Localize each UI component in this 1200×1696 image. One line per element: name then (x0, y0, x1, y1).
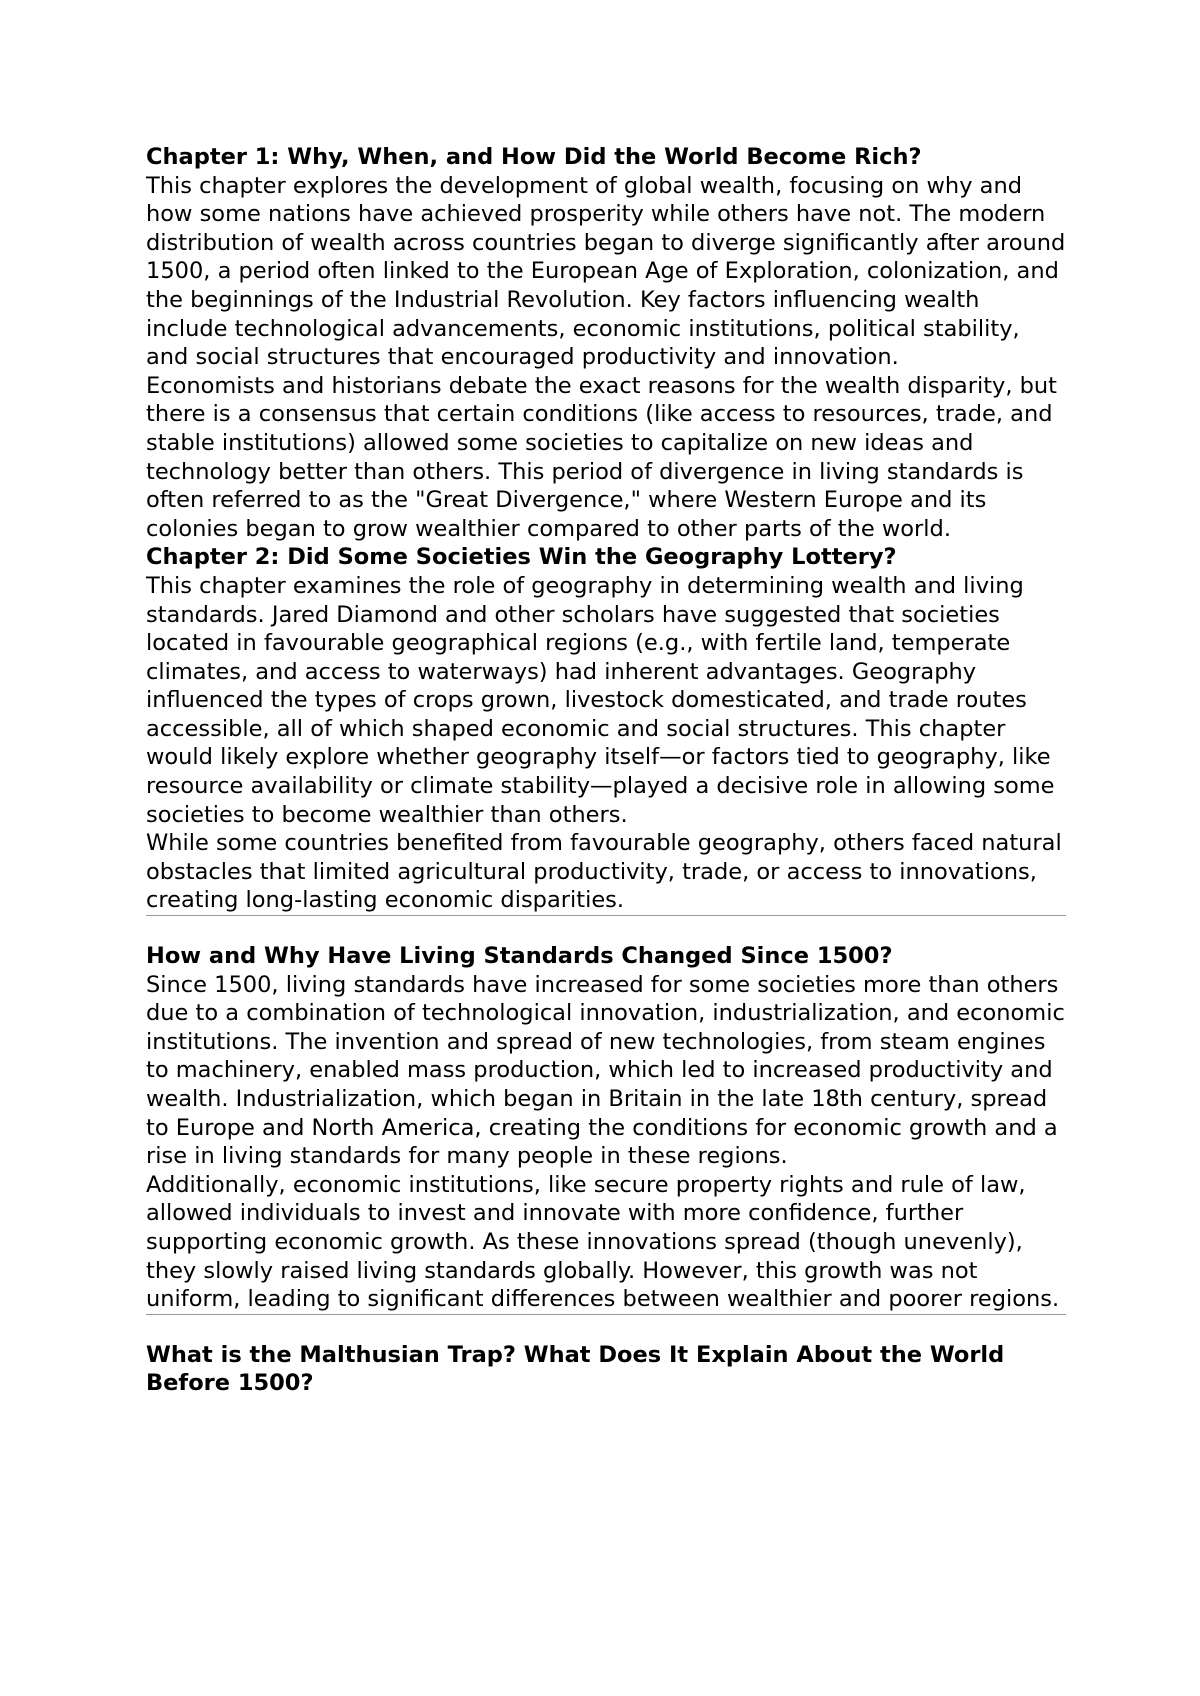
living-standards-paragraph-1: Since 1500, living standards have increased for some societies more than others due to a combination of technological innovation, industrialization, and economic institutions. The invention and spread of new technologies, from steam engines to machinery, enabled mass production, which led to increased productivity and wealth. Industrialization, which began in Britain in the late 18th century, spread to Europe and North America, creating the conditions for economic growth and a rise in living standards for many people in these regions. (146, 971, 1065, 1170)
chapter-2-paragraph-2: While some countries benefited from favourable geography, others faced natural obstacles that limited agricultural productivity, trade, or access to innovations, creating long-lasting economic disparities. (146, 830, 1062, 914)
chapter-1-paragraph-1: This chapter explores the development of global wealth, focusing on why and how some nations have achieved prosperity while others have not. The modern distribution of wealth across countries began to diverge significantly after around 1500, a period often linked to the European Age of Exploration, colonization, and the beginnings of the Industrial Revolution. Key factors influencing wealth include technological advancements, economic institutions, political stability, and social structures that encouraged productivity and innovation. (146, 172, 1066, 371)
chapter-1-paragraph-2: Economists and historians debate the exact reasons for the wealth disparity, but there is a consensus that certain conditions (like access to resources, trade, and stable institutions) allowed some societies to capitalize on new ideas and technology better than others. This period of divergence in living standards is often referred to as the "Great Divergence," where Western Europe and its colonies began to grow wealthier compared to other parts of the world. (146, 372, 1058, 542)
section-divider (146, 1314, 1066, 1315)
chapter-2-paragraph-1: This chapter examines the role of geography in determining wealth and living standards. Jared Diamond and other scholars have suggested that societies located in favourable geographical regions (e.g., with fertile land, temperate climates, and access to waterways) had inherent advantages. Geography influenced the types of crops grown, livestock domesticated, and trade routes accessible, all of which shaped economic and social structures. This chapter would likely explore whether geography itself—or factors tied to geography, like resource availability or climate stability—played a decisive role in allowing some societies to become wealthier than others. (146, 572, 1055, 828)
document-page (146, 143, 1066, 1398)
section-divider (146, 915, 1066, 916)
living-standards-heading: How and Why Have Living Standards Changed Since 1500? (146, 943, 893, 970)
malthusian-trap-heading: What is the Malthusian Trap? What Does It Explain About the World Before 1500? (146, 1341, 1005, 1397)
chapter-2-heading: Chapter 2: Did Some Societies Win the Geography Lottery? (146, 544, 897, 571)
living-standards-paragraph-2: Additionally, economic institutions, like secure property rights and rule of law, allowed individuals to invest and innovate with more confidence, further supporting economic growth. As these innovations spread (though unevenly), they slowly raised living standards globally. However, this growth was not uniform, leading to significant differences between wealthier and poorer regions. (146, 1171, 1060, 1313)
chapter-1-heading: Chapter 1: Why, When, and How Did the World Become Rich? (146, 144, 922, 170)
